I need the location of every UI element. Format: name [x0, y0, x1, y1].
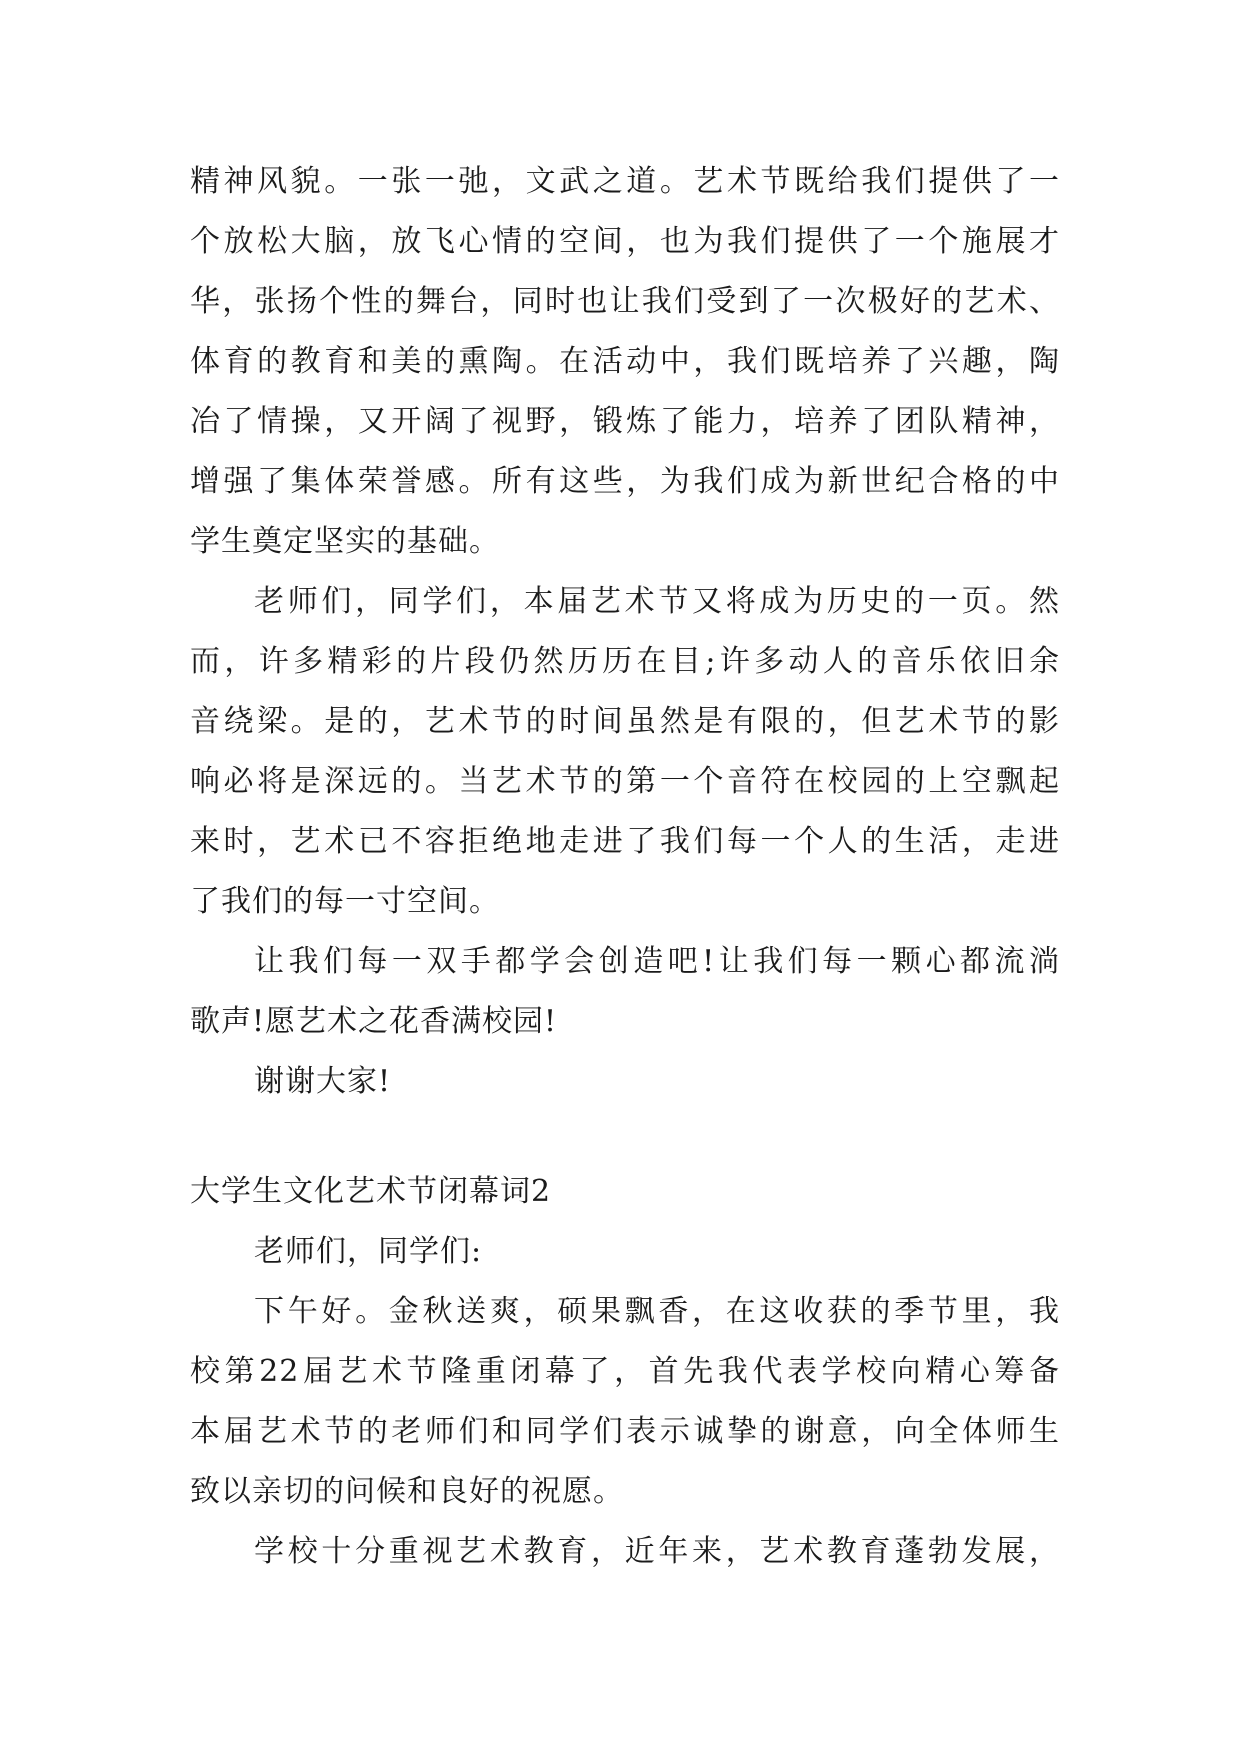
section-title: 大学生文化艺术节闭幕词2 [190, 1174, 552, 1209]
paragraph-line: 来时，艺术已不容拒绝地走进了我们每一个人的生活，走进 [190, 824, 1060, 859]
paragraph-line: 体育的教育和美的熏陶。在活动中，我们既培养了兴趣，陶 [190, 344, 1060, 379]
paragraph-line: 让我们每一双手都学会创造吧!让我们每一颗心都流淌 [254, 944, 1060, 979]
paragraph-line: 个放松大脑，放飞心情的空间，也为我们提供了一个施展才 [190, 224, 1060, 259]
paragraph-line: 学校十分重视艺术教育，近年来，艺术教育蓬勃发展， [254, 1534, 1060, 1569]
paragraph-line: 增强了集体荣誉感。所有这些，为我们成为新世纪合格的中 [190, 464, 1060, 499]
paragraph-line: 学生奠定坚实的基础。 [190, 524, 500, 559]
paragraph-line: 校第22届艺术节隆重闭幕了，首先我代表学校向精心筹备 [190, 1354, 1060, 1389]
paragraph-line: 老师们，同学们，本届艺术节又将成为历史的一页。然 [254, 584, 1060, 619]
paragraph-line: 下午好。金秋送爽，硕果飘香，在这收获的季节里，我 [254, 1294, 1060, 1329]
paragraph-line: 本届艺术节的老师们和同学们表示诚挚的谢意，向全体师生 [190, 1414, 1060, 1449]
paragraph-line: 而，许多精彩的片段仍然历历在目;许多动人的音乐依旧余 [190, 644, 1060, 679]
paragraph-line: 音绕梁。是的，艺术节的时间虽然是有限的，但艺术节的影 [190, 704, 1060, 739]
paragraph-line: 冶了情操，又开阔了视野，锻炼了能力，培养了团队精神， [190, 404, 1060, 439]
document-body [190, 152, 1060, 1582]
paragraph-line: 响必将是深远的。当艺术节的第一个音符在校园的上空飘起 [190, 764, 1060, 799]
closing-line: 谢谢大家! [254, 1064, 392, 1099]
paragraph-line: 歌声!愿艺术之花香满校园! [190, 1004, 558, 1039]
salutation-line: 老师们，同学们: [254, 1234, 483, 1269]
section-gap [190, 1112, 1060, 1162]
paragraph-line: 华，张扬个性的舞台，同时也让我们受到了一次极好的艺术、 [190, 284, 1060, 319]
paragraph-line: 致以亲切的问候和良好的祝愿。 [190, 1474, 624, 1509]
paragraph-line: 了我们的每一寸空间。 [190, 884, 500, 919]
paragraph-line: 精神风貌。一张一弛，文武之道。艺术节既给我们提供了一 [190, 164, 1060, 199]
